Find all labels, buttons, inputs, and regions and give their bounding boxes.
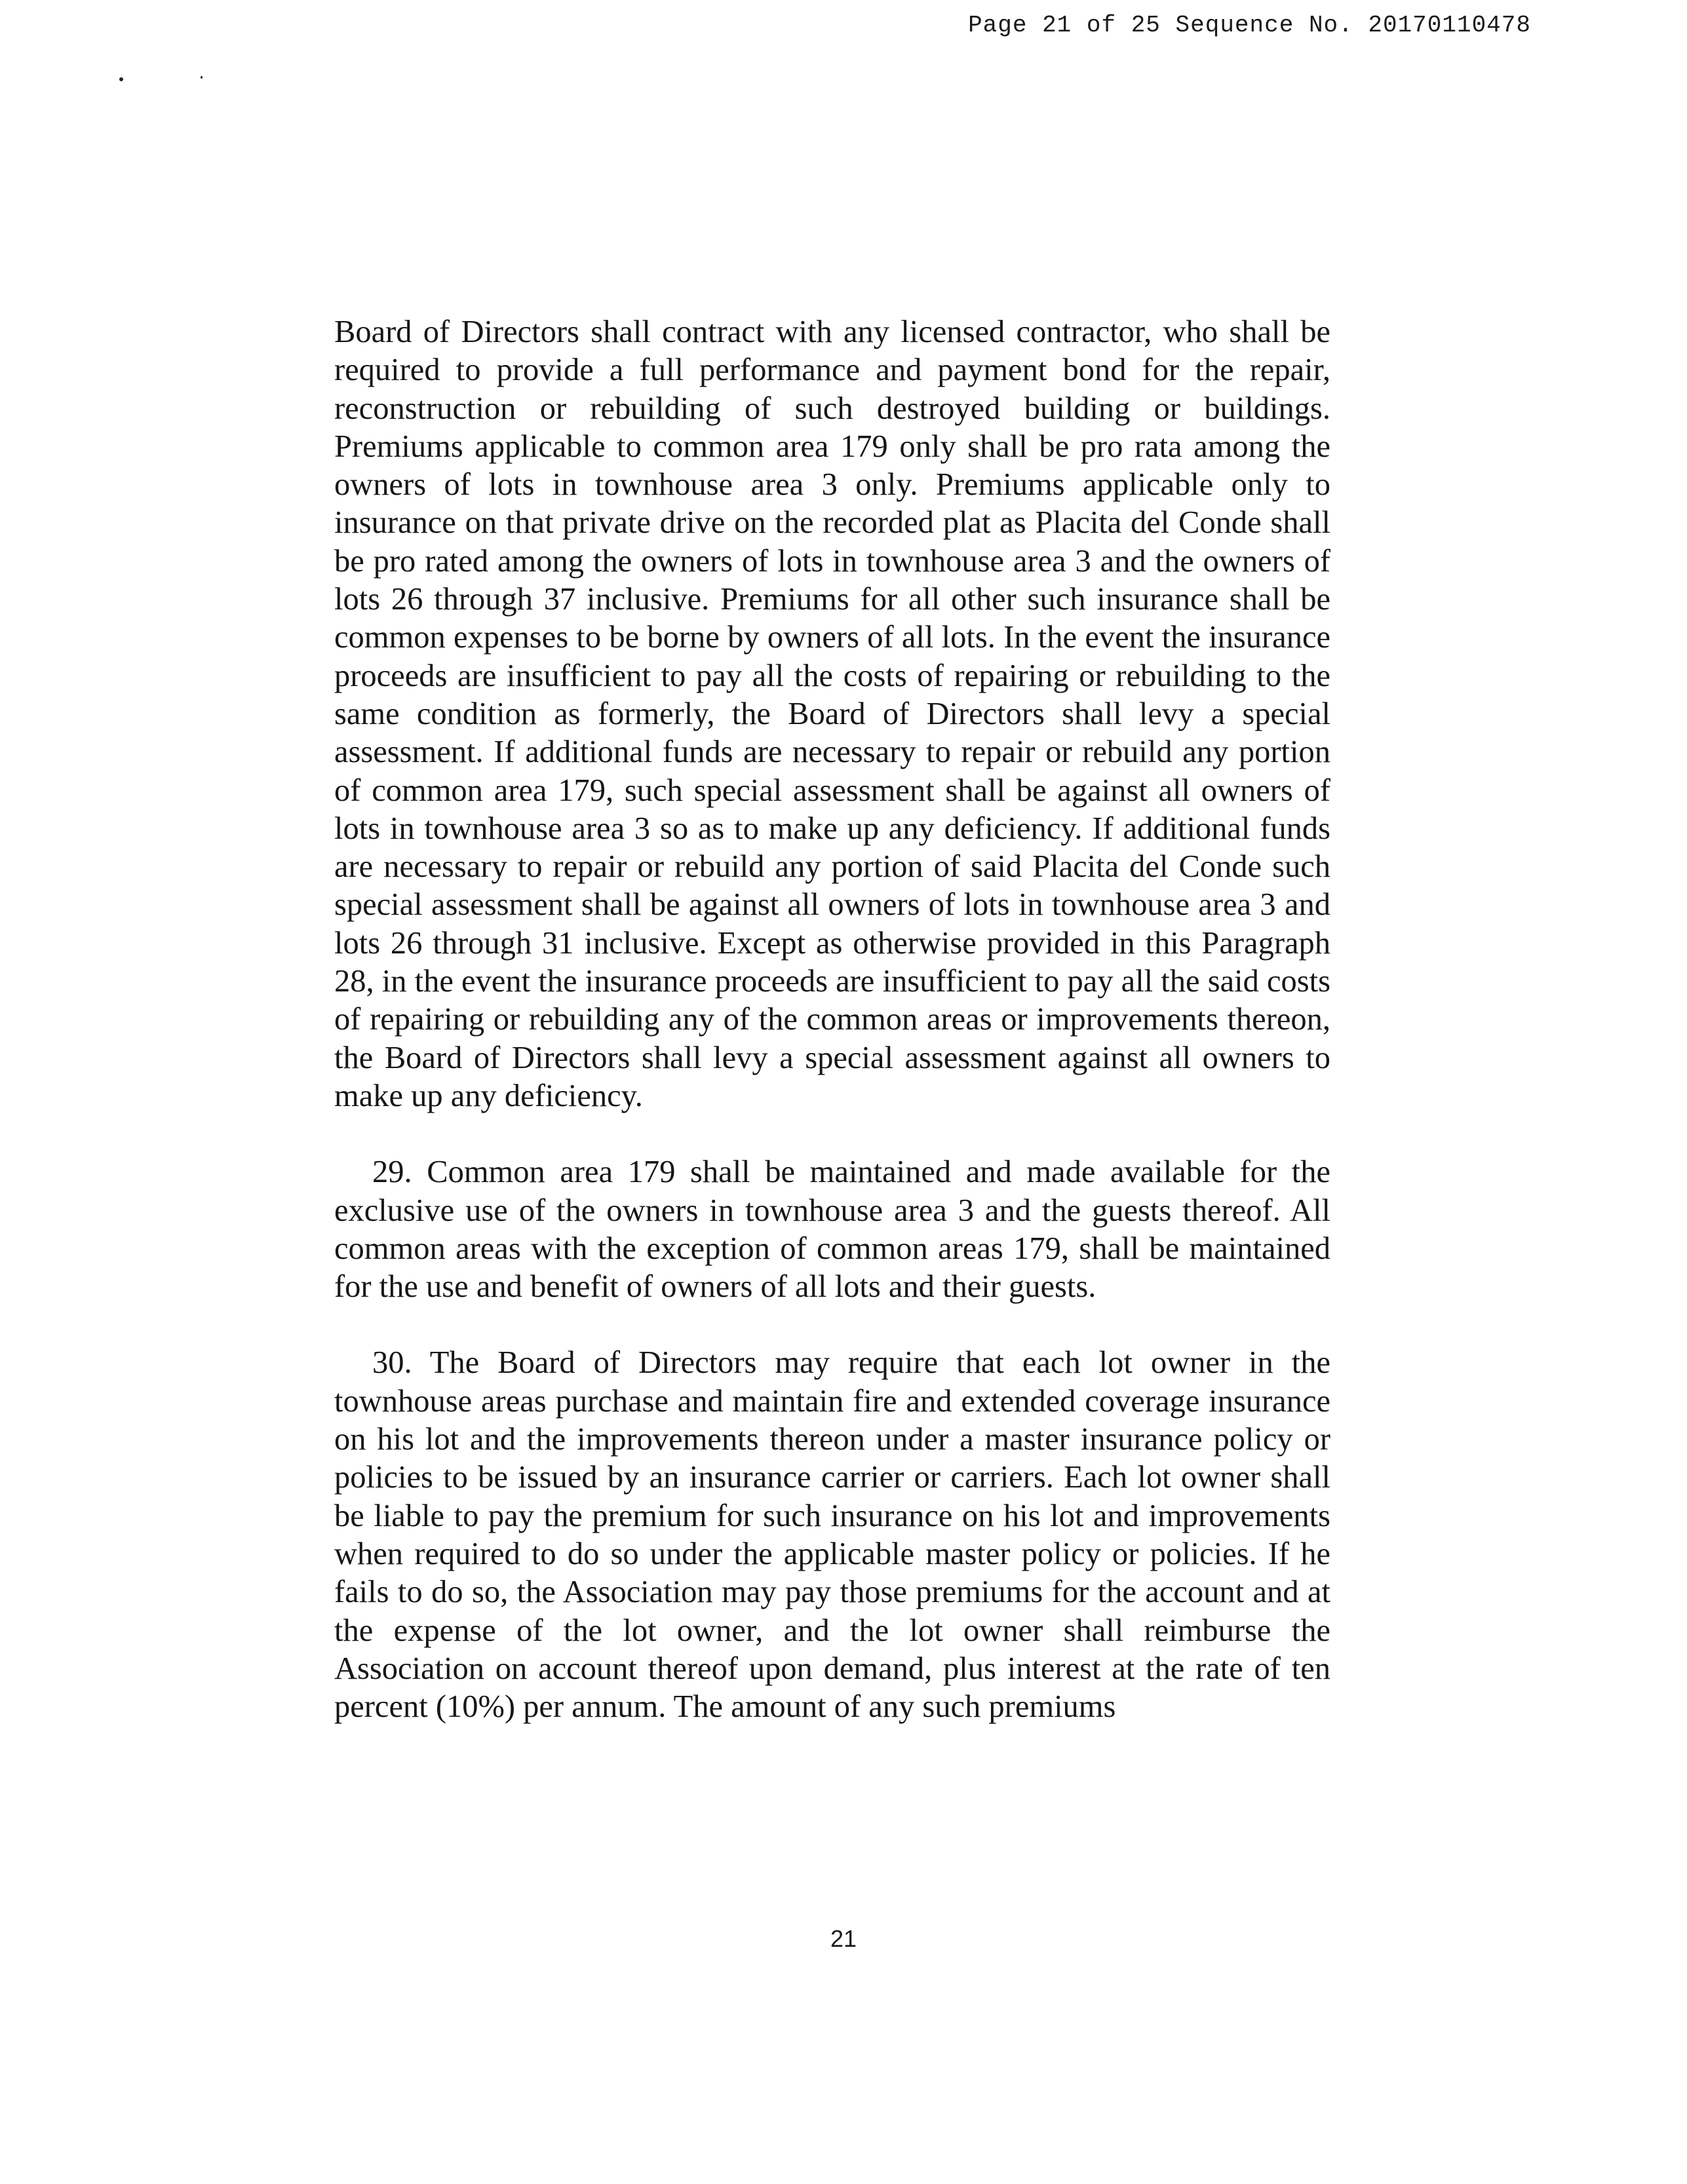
paragraph-29: 29. Common area 179 shall be maintained and made available for the exclusive use of the owners in townhouse area 3 and the guests thereof. All common areas with the exception of common areas 179, shall be maintained for the use and benefit of owners of all lots and their guests. [334,1155,1330,1305]
page-number: 21 [830,1925,857,1952]
paragraph-30: 30. The Board of Directors may require that each lot owner in the townhouse areas purchase and maintain fire and extended coverage insurance on his lot and the improvements thereon under a master insurance policy or policies to be issued by an insurance carrier or carriers. Each lot owner shall be liable to pay the premium for such insurance on his lot and improvements when required to do so under the applicable master policy or policies. If he fails to do so, the Association may pay those premiums for the account and at the expense of the lot owner, and the lot owner shall reimburse the Association on account thereof upon demand, plus interest at the rate of ten percent (10%) per annum. The amount of any such premiums [334,1345,1330,1725]
sequence-header-stamp: Page 21 of 25 Sequence No. 20170110478 [968,12,1531,39]
paragraph-continuation-28: Board of Directors shall contract with any licensed contractor, who shall be required to provide a full performance and payment bond for the repair, reconstruction or rebuilding of such destroyed building or buildings. Premiums applicable to common area 179 only shall be pro rata among the owners of lots in townhouse area 3 only. Premiums applicable only to insurance on that private drive on the recorded plat as Placita del Conde shall be pro rated among the owners of lots in townhouse area 3 and the owners of lots 26 through 37 inclusive. Premiums for all other such insurance shall be common expenses to be borne by owners of all lots. In the event the insurance proceeds are insufficient to pay all the costs of repairing or rebuilding to the same condition as formerly, the Board of Directors shall levy a special assessment. If additional funds are necessary to repair or rebuild any portion of common area 179, such special assessment shall be against all owners of lots in townhouse area 3 so as to make up any deficiency. If additional funds are necessary to repair or rebuild any portion of said Placita del Conde such special assessment shall be against all owners of lots in townhouse area 3 and lots 26 through 31 inclusive. Except as otherwise provided in this Paragraph 28, in the event the insurance proceeds are insufficient to pay all the said costs of repairing or rebuilding any of the common areas or improvements thereon, the Board of Directors shall levy a special assessment against all owners to make up any deficiency. [334,315,1330,1113]
scan-speck-mark [201,76,203,79]
scan-speck-mark [119,77,123,81]
document-body [334,313,1330,1726]
